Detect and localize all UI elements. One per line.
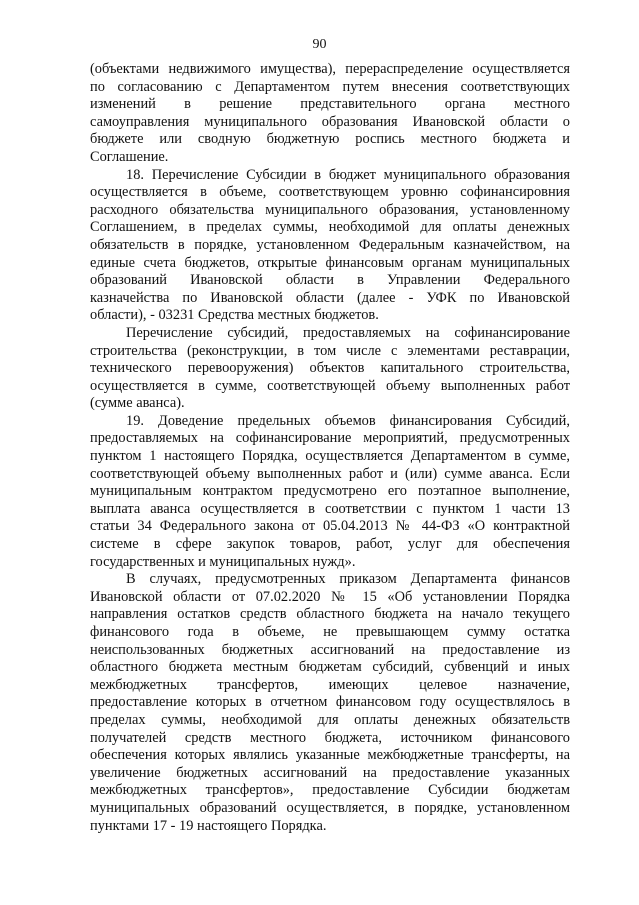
- text-line: (сумме аванса).: [90, 395, 185, 412]
- text-line: осуществляется в сумме, соответствующей объему выполненных работ: [90, 377, 570, 394]
- text-line: обязательств в порядке, установленном Федеральным казначейством, на: [90, 236, 570, 253]
- text-line: бюджете или сводную бюджетную роспись местного бюджета и: [90, 131, 570, 148]
- paragraph: [90, 571, 570, 835]
- text-line: самоуправления муниципального образования Ивановской области о: [90, 113, 570, 130]
- text-line: 18. Перечисление Субсидии в бюджет муниципального образования: [126, 166, 570, 183]
- text-line: государственных и муниципальных нужд».: [90, 553, 356, 570]
- text-line: (объектами недвижимого имущества), перераспределение осуществляется: [90, 61, 570, 77]
- text-line: Перечисление субсидий, предоставляемых на софинансирование: [126, 324, 570, 341]
- text-line: Соглашением, в пределах суммы, необходимой для оплаты денежных: [90, 219, 570, 236]
- text-line: областного бюджета местным бюджетам субсидий, субвенций и иных: [90, 659, 570, 676]
- paragraph: [90, 167, 570, 325]
- paragraph: [90, 61, 570, 167]
- text-line: межбюджетных трансфертов, имеющих целевое назначение,: [90, 676, 570, 693]
- paragraph: [90, 413, 570, 571]
- text-line: предоставление которых в отчетном финансовом году осуществлялось в: [90, 694, 570, 711]
- text-line: финансового года в объеме, не превышающем сумму остатка: [90, 624, 570, 640]
- text-line: Ивановской области от 07.02.2020 № 15 «Об установлении Порядка: [90, 588, 570, 605]
- text-line: соответствующей объему выполненных работ и (или) сумме аванса. Если: [90, 465, 570, 482]
- text-line: казначейства по Ивановской области (далее - УФК по Ивановской: [90, 289, 570, 306]
- text-line: увеличение бюджетных ассигнований на предоставление указанных: [90, 764, 570, 781]
- text-line: системе в сфере закупок товаров, работ, услуг для обеспечения: [90, 536, 570, 553]
- text-line: изменений в решение представительного органа местного: [90, 96, 570, 113]
- text-line: осуществляется в объеме, соответствующем уровню софинансировния: [90, 184, 570, 201]
- text-line: образований Ивановской области в Управлении Федерального: [90, 272, 570, 289]
- text-line: расходного обязательства муниципального образования, установленному: [90, 201, 570, 218]
- text-line: единые счета бюджетов, открытые финансовым органам муниципальных: [90, 254, 570, 271]
- text-line: области), - 03231 Средства местных бюджетов.: [90, 307, 379, 324]
- paragraph: [90, 325, 570, 413]
- text-line: пунктом 1 настоящего Порядка, осуществляется Департаментом в сумме,: [90, 448, 570, 465]
- text-line: неиспользованных бюджетных ассигнований на предоставление из: [90, 641, 570, 658]
- text-line: технического перевооружения) объектов капитального строительства,: [90, 360, 570, 377]
- text-line: строительства (реконструкции, в том числе с элементами реставрации,: [90, 342, 570, 359]
- page-number: 90: [312, 37, 327, 52]
- text-line: получателей средств местного бюджета, источником финансового: [90, 729, 570, 746]
- text-line: межбюджетных трансфертов», предоставление Субсидии бюджетам: [90, 782, 570, 799]
- document-body: [90, 61, 570, 835]
- text-line: выплата аванса осуществляется в соответствии с пунктом 1 части 13: [90, 500, 570, 517]
- text-line: обеспечения которых являлись указанные межбюджетные трансферты, на: [90, 747, 570, 764]
- text-line: муниципальных образований осуществляется, в порядке, установленном: [90, 799, 570, 816]
- text-line: пределах суммы, необходимой для оплаты денежных обязательств: [90, 711, 570, 728]
- text-line: пунктами 17 - 19 настоящего Порядка.: [90, 817, 327, 834]
- text-line: Соглашение.: [90, 148, 169, 165]
- text-line: муниципальным контрактом предусмотрено его поэтапное выполнение,: [90, 483, 570, 500]
- text-line: направления остатков средств областного бюджета на начало текущего: [90, 606, 570, 623]
- text-line: статьи 34 Федерального закона от 05.04.2013 № 44-ФЗ «О контрактной: [90, 518, 570, 535]
- text-line: предоставляемых на софинансирование мероприятий, предусмотренных: [90, 430, 570, 447]
- text-line: В случаях, предусмотренных приказом Департамента финансов: [126, 571, 570, 588]
- text-line: по согласованию с Департаментом путем внесения соответствующих: [90, 78, 570, 95]
- text-line: 19. Доведение предельных объемов финансирования Субсидий,: [126, 412, 570, 429]
